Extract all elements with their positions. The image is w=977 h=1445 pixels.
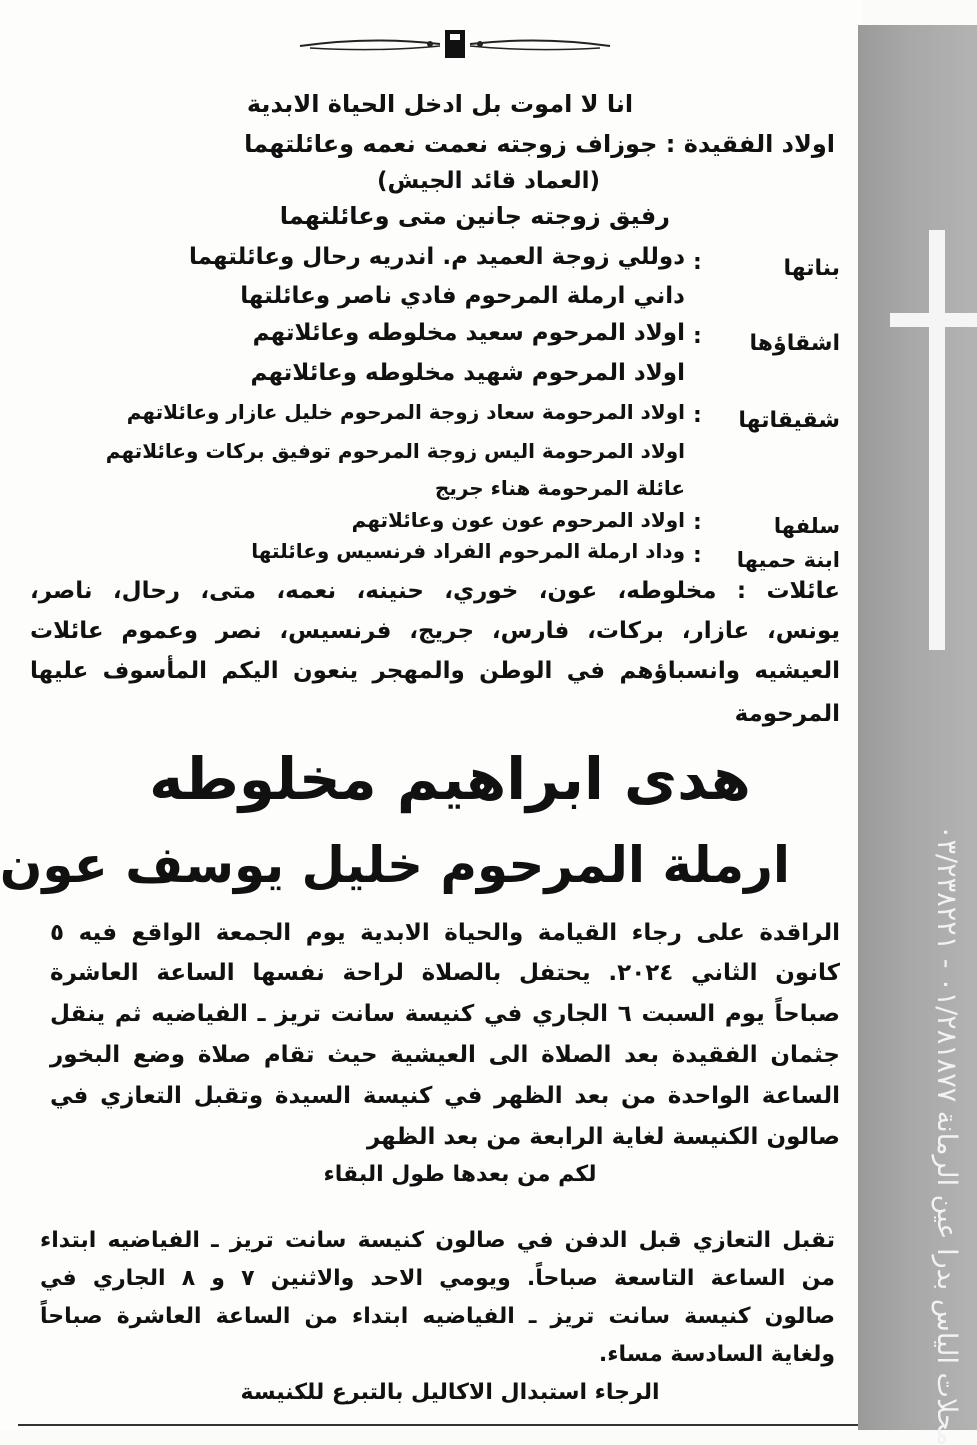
bottom-divider bbox=[18, 1424, 858, 1426]
funeral-home-contact bbox=[917, 824, 975, 1445]
families-line-3: العيشيه وانسباؤهم في الوطن والمهجر ينعون اليكم المأسوف عليها bbox=[30, 658, 840, 684]
daughters-colon: : bbox=[693, 250, 702, 275]
condolences-line-1: تقبل التعازي قبل الدفن في صالون كنيسة سانت تريز ـ الفياضيه ابتداء bbox=[40, 1228, 835, 1253]
inlaw-label: سلفها bbox=[773, 514, 840, 538]
deceased-title: ارملة المرحوم خليل يوسف عون bbox=[0, 836, 790, 894]
funeral-line-3: صباحاً يوم السبت ٦ الجاري في كنيسة سانت تريز ـ الفياضيه ثم ينقل bbox=[50, 1001, 840, 1027]
condolences-line-2: من الساعة التاسعة صباحاً. ويومي الاحد والاثنين ٧ و ٨ الجاري في bbox=[40, 1266, 835, 1291]
niece-colon: : bbox=[693, 543, 702, 568]
funeral-home-text: محلات الياس بدرا عين الرمانة ٠١/٢٨١٨٧٧ - ٠٣/٢٣٨٢٢١ bbox=[930, 824, 962, 1445]
sisters-line-3: عائلة المرحومة هناء جريج bbox=[434, 476, 685, 500]
deceased-name: هدى ابراهيم مخلوطه bbox=[149, 745, 751, 813]
families-line-1: عائلات : مخلوطه، عون، خوري، حنينه، نعمه، متى، رحال، ناصر، bbox=[30, 578, 840, 604]
children-label: اولاد الفقيدة bbox=[683, 130, 835, 158]
children-line-2: (العماد قائد الجيش) bbox=[376, 168, 600, 194]
daughters-label: بناتها bbox=[783, 256, 840, 281]
sisters-label: شقيقاتها bbox=[738, 408, 840, 433]
funeral-line-5: الساعة الواحدة من بعد الظهر في كنيسة السيدة وتقبل التعازي في bbox=[50, 1083, 840, 1109]
blessing: لكم من بعدها طول البقاء bbox=[323, 1162, 597, 1187]
brothers-line-1: اولاد المرحوم سعيد مخلوطه وعائلاتهم bbox=[252, 320, 685, 346]
funeral-line-2: كانون الثاني ٢٠٢٤. يحتفل بالصلاة لراحة نفسها الساعة العاشرة bbox=[50, 960, 840, 986]
sisters-line-1: اولاد المرحومة سعاد زوجة المرحوم خليل عازار وعائلاتهم bbox=[126, 400, 685, 424]
verse: انا لا اموت بل ادخل الحياة الابدية bbox=[246, 90, 634, 118]
funeral-line-1: الراقدة على رجاء القيامة والحياة الابدية يوم الجمعة الواقع فيه ٥ bbox=[50, 920, 840, 946]
funeral-line-4: جثمان الفقيدة بعد الصلاة الى العيشية حيث تقام صلاة وضع البخور bbox=[50, 1042, 840, 1068]
children-name-1: جوزاف زوجته نعمت نعمه وعائلتهما bbox=[244, 130, 658, 158]
daughters-line-2: داني ارملة المرحوم فادي ناصر وعائلتها bbox=[240, 283, 685, 309]
families-line-2: يونس، عازار، بركات، فارس، جريج، فرنسيس، نصر وعموم عائلات bbox=[30, 618, 840, 644]
niece-line-1: وداد ارملة المرحوم الفراد فرنسيس وعائلتها bbox=[251, 539, 685, 563]
cross-icon bbox=[929, 230, 945, 650]
brothers-line-2: اولاد المرحوم شهيد مخلوطه وعائلاتهم bbox=[250, 360, 685, 386]
cross-bar bbox=[890, 313, 977, 327]
inlaw-colon: : bbox=[693, 510, 702, 535]
children-line-1: اولاد الفقيدة : جوزاف زوجته نعمت نعمه وعائلتهما bbox=[244, 130, 835, 158]
condolences-line-3: صالون كنيسة سانت تريز ـ الفياضيه ابتداء من الساعة العاشرة صباحاً bbox=[40, 1304, 835, 1329]
ornament-divider-icon bbox=[290, 26, 620, 62]
brothers-label: اشقاؤها bbox=[749, 331, 840, 356]
niece-label: ابنة حميها bbox=[736, 548, 840, 572]
brothers-colon: : bbox=[693, 324, 702, 349]
daughters-line-1: دوللي زوجة العميد م. اندريه رحال وعائلتهما bbox=[188, 244, 685, 270]
funeral-line-6: صالون الكنيسة لغاية الرابعة من بعد الظهر bbox=[367, 1124, 840, 1150]
families-line-4: المرحومة bbox=[734, 701, 840, 727]
children-line-3: رفيق زوجته جانين متى وعائلتهما bbox=[279, 202, 670, 230]
condolences-request: الرجاء استبدال الاكاليل بالتبرع للكنيسة bbox=[240, 1380, 660, 1405]
inlaw-line-1: اولاد المرحوم عون عون وعائلاتهم bbox=[351, 508, 685, 532]
sisters-colon: : bbox=[693, 403, 702, 428]
sisters-line-2: اولاد المرحومة اليس زوجة المرحوم توفيق بركات وعائلاتهم bbox=[105, 439, 685, 463]
condolences-line-4: ولغاية السادسة مساء. bbox=[598, 1342, 835, 1367]
